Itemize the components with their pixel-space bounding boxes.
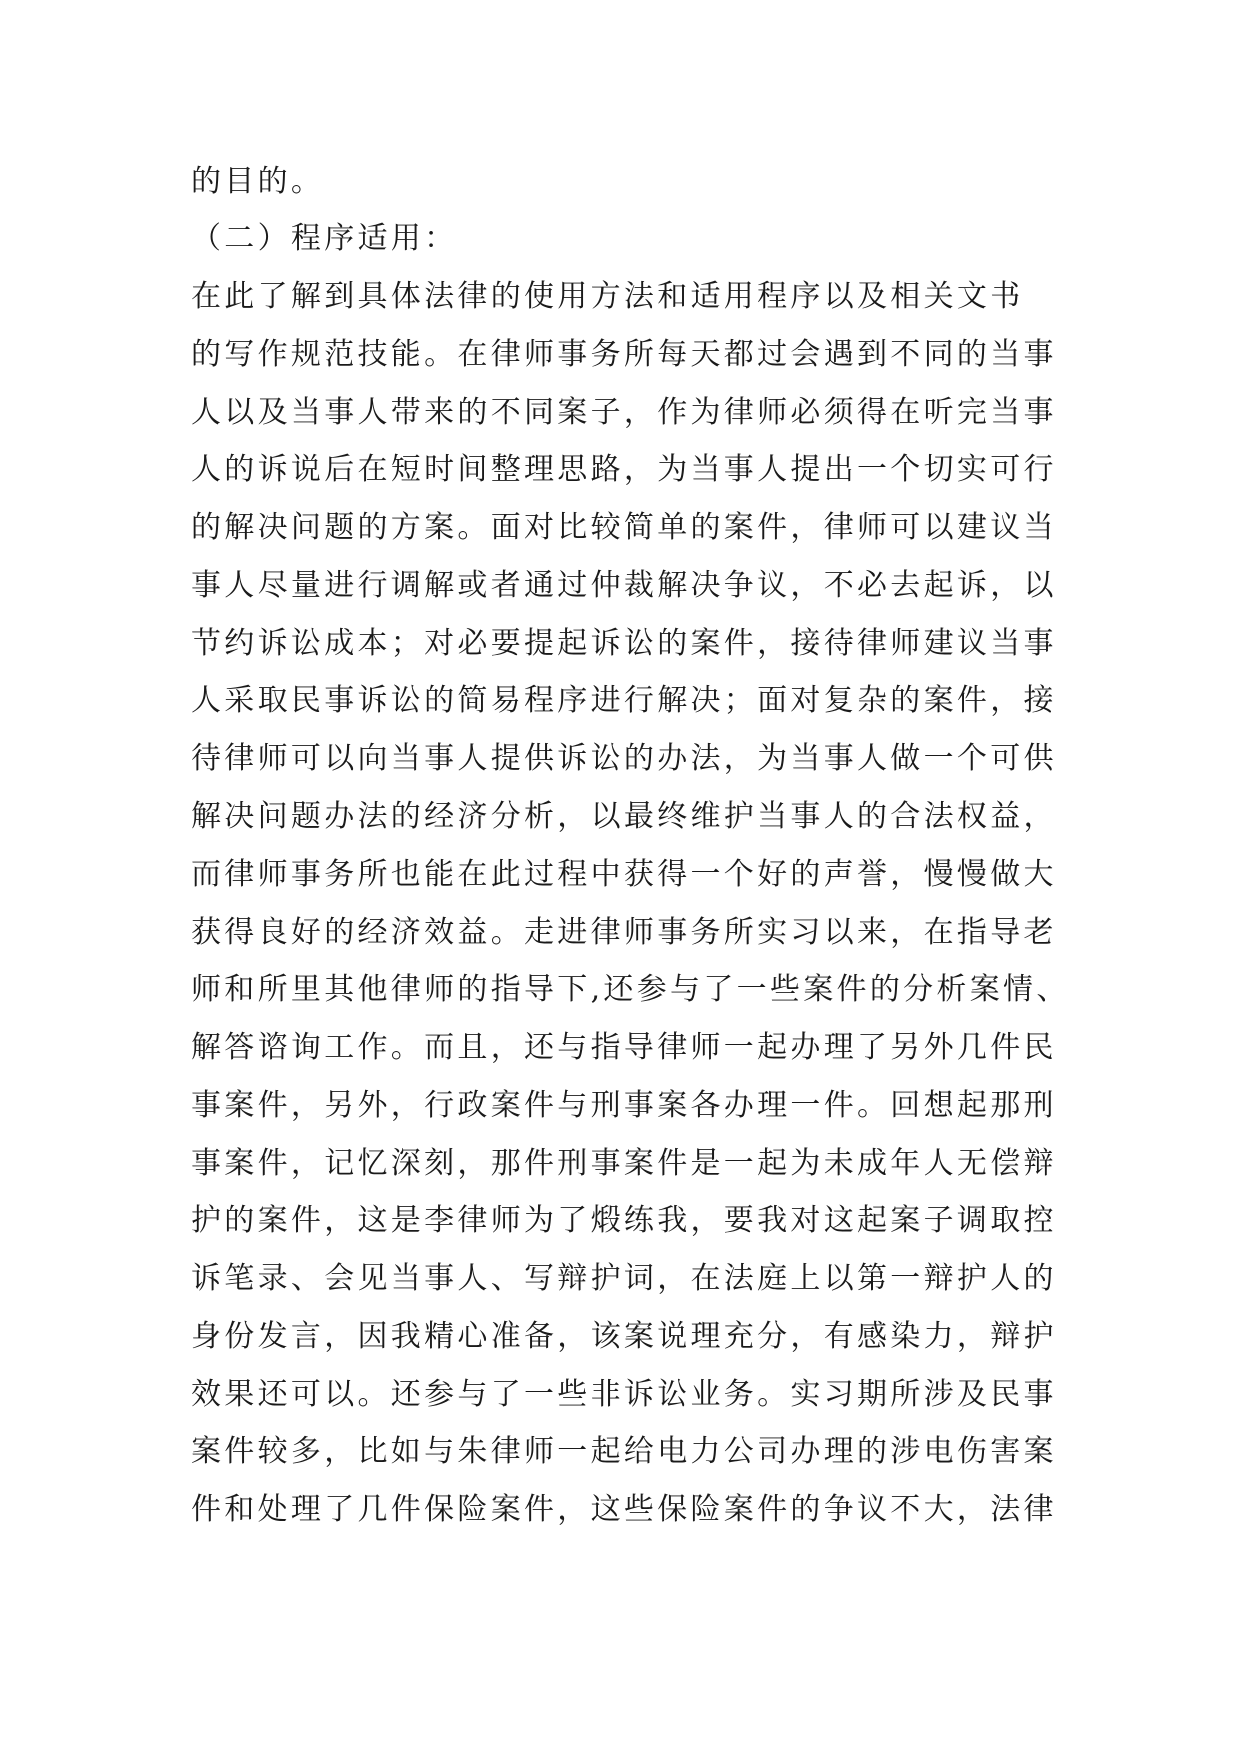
text-line: 的解决问题的方案。面对比较简单的案件，律师可以建议当 xyxy=(191,510,1057,545)
text-line: 人以及当事人带来的不同案子，作为律师必须得在听完当事 xyxy=(191,395,1057,430)
text-line: 护的案件，这是李律师为了煅练我，要我对这起案子调取控 xyxy=(191,1203,1057,1238)
text-line: 师和所里其他律师的指导下,还参与了一些案件的分析案情、 xyxy=(191,972,1070,1007)
text-line: 效果还可以。还参与了一些非诉讼业务。实习期所涉及民事 xyxy=(191,1377,1057,1412)
text-line: 案件较多，比如与朱律师一起给电力公司办理的涉电伤害案 xyxy=(191,1434,1057,1469)
text-line: 人采取民事诉讼的简易程序进行解决；面对复杂的案件，接 xyxy=(191,683,1057,718)
text-line: 诉笔录、会见当事人、写辩护词，在法庭上以第一辩护人的 xyxy=(191,1261,1057,1296)
text-line: 事案件，记忆深刻，那件刑事案件是一起为未成年人无偿辩 xyxy=(191,1146,1057,1181)
text-line: 在此了解到具体法律的使用方法和适用程序以及相关文书 xyxy=(191,279,1024,314)
text-line: 解决问题办法的经济分析，以最终维护当事人的合法权益， xyxy=(191,799,1057,834)
text-line: 节约诉讼成本；对必要提起诉讼的案件，接待律师建议当事 xyxy=(191,626,1057,661)
text-line: 人的诉说后在短时间整理思路，为当事人提出一个切实可行 xyxy=(191,452,1057,487)
text-line: 的目的。 xyxy=(191,164,325,199)
text-line: 而律师事务所也能在此过程中获得一个好的声誉，慢慢做大 xyxy=(191,857,1057,892)
text-line: 获得良好的经济效益。走进律师事务所实习以来，在指导老 xyxy=(191,915,1057,950)
text-line: 待律师可以向当事人提供诉讼的办法，为当事人做一个可供 xyxy=(191,741,1057,776)
section-heading: （二）程序适用： xyxy=(191,221,458,256)
text-line: 事人尽量进行调解或者通过仲裁解决争议，不必去起诉，以 xyxy=(191,568,1057,603)
text-line: 事案件，另外，行政案件与刑事案各办理一件。回想起那刑 xyxy=(191,1088,1057,1123)
text-line: 件和处理了几件保险案件，这些保险案件的争议不大，法律 xyxy=(191,1492,1057,1527)
text-line: 解答谘询工作。而且，还与指导律师一起办理了另外几件民 xyxy=(191,1030,1057,1065)
text-line: 身份发言，因我精心准备，该案说理充分，有感染力，辩护 xyxy=(191,1319,1057,1354)
text-line: 的写作规范技能。在律师事务所每天都过会遇到不同的当事 xyxy=(191,337,1057,372)
